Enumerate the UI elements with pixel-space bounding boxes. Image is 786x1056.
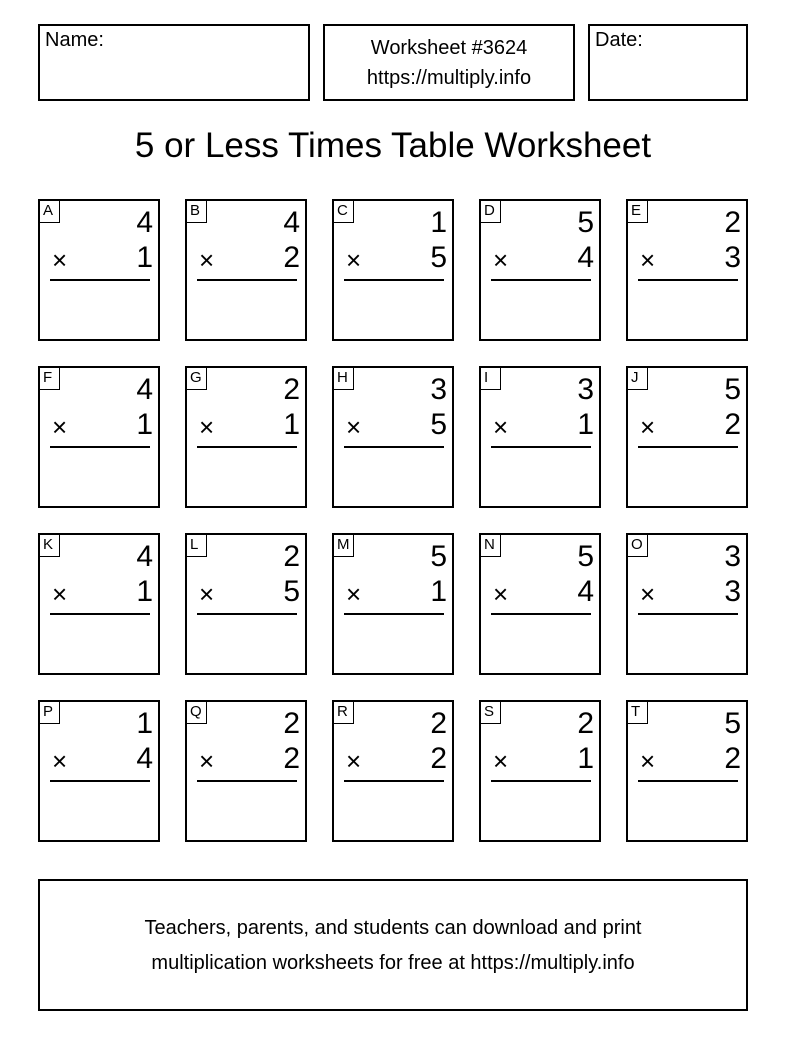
answer-line [638, 780, 738, 782]
times-sign: × [199, 245, 215, 275]
multiplier: 1 [136, 575, 153, 608]
times-sign: × [493, 579, 509, 609]
multiplicand: 2 [724, 206, 741, 239]
problem-letter: R [334, 702, 354, 724]
multiplicand: 2 [283, 373, 300, 406]
problem-card [332, 366, 454, 508]
page-title: 5 or Less Times Table Worksheet [134, 126, 652, 165]
problem-card [479, 700, 601, 842]
problem-card [332, 700, 454, 842]
answer-line [491, 780, 591, 782]
multiplier: 2 [724, 408, 741, 441]
multiplicand: 4 [283, 206, 300, 239]
answer-line [638, 279, 738, 281]
times-sign: × [52, 579, 68, 609]
answer-line [344, 279, 444, 281]
problem-card [626, 533, 748, 675]
times-sign: × [640, 746, 656, 776]
problem-letter: O [628, 535, 648, 557]
times-sign: × [346, 579, 362, 609]
answer-line [50, 613, 150, 615]
problem-card [332, 533, 454, 675]
problem-grid [38, 199, 749, 842]
times-sign: × [493, 412, 509, 442]
multiplicand: 5 [577, 540, 594, 573]
answer-line [197, 780, 297, 782]
multiplier: 4 [577, 575, 594, 608]
problem-letter: H [334, 368, 354, 390]
problem-letter: D [481, 201, 501, 223]
answer-line [491, 446, 591, 448]
multiplicand: 4 [136, 373, 153, 406]
answer-line [50, 279, 150, 281]
answer-line [638, 613, 738, 615]
multiplier: 2 [430, 742, 447, 775]
times-sign: × [493, 245, 509, 275]
problem-card [185, 700, 307, 842]
problem-card [626, 366, 748, 508]
worksheet-id: Worksheet #3624 [370, 37, 528, 59]
answer-line [197, 613, 297, 615]
name-label: Name: [45, 29, 104, 51]
multiplicand: 1 [430, 206, 447, 239]
answer-line [638, 446, 738, 448]
multiplier: 2 [283, 241, 300, 274]
times-sign: × [346, 412, 362, 442]
times-sign: × [52, 746, 68, 776]
multiplicand: 5 [724, 707, 741, 740]
problem-letter: L [187, 535, 207, 557]
times-sign: × [199, 746, 215, 776]
answer-line [344, 446, 444, 448]
footer-text-line-2: multiplication worksheets for free at https://multiply.info [151, 952, 635, 974]
multiplier: 5 [430, 241, 447, 274]
problem-card [479, 533, 601, 675]
problem-letter: Q [187, 702, 207, 724]
multiplicand: 4 [136, 540, 153, 573]
times-sign: × [640, 412, 656, 442]
problem-card [38, 700, 160, 842]
problem-letter: I [481, 368, 501, 390]
problem-card [185, 366, 307, 508]
multiplier: 4 [136, 742, 153, 775]
multiplier: 1 [430, 575, 447, 608]
problem-card [38, 366, 160, 508]
multiplicand: 5 [577, 206, 594, 239]
problem-letter: F [40, 368, 60, 390]
problem-letter: A [40, 201, 60, 223]
answer-line [344, 613, 444, 615]
multiplicand: 2 [577, 707, 594, 740]
multiplicand: 5 [430, 540, 447, 573]
problem-letter: M [334, 535, 354, 557]
problem-letter: S [481, 702, 501, 724]
multiplier: 2 [283, 742, 300, 775]
date-field-box [588, 24, 748, 101]
footer-text-line-1: Teachers, parents, and students can download and print [144, 917, 642, 939]
multiplicand: 2 [283, 540, 300, 573]
multiplicand: 3 [724, 540, 741, 573]
times-sign: × [346, 746, 362, 776]
problem-letter: G [187, 368, 207, 390]
problem-card [185, 199, 307, 341]
problem-letter: E [628, 201, 648, 223]
multiplier: 5 [430, 408, 447, 441]
times-sign: × [640, 579, 656, 609]
worksheet-info-box [323, 24, 575, 101]
multiplicand: 3 [577, 373, 594, 406]
multiplicand: 3 [430, 373, 447, 406]
problem-letter: C [334, 201, 354, 223]
name-field-box [38, 24, 310, 101]
worksheet-url: https://multiply.info [366, 67, 532, 89]
multiplier: 3 [724, 241, 741, 274]
problem-letter: T [628, 702, 648, 724]
multiplier: 1 [136, 408, 153, 441]
times-sign: × [346, 245, 362, 275]
multiplier: 2 [724, 742, 741, 775]
multiplier: 5 [283, 575, 300, 608]
multiplier: 1 [136, 241, 153, 274]
answer-line [344, 780, 444, 782]
problem-card [38, 199, 160, 341]
problem-card [332, 199, 454, 341]
answer-line [50, 446, 150, 448]
problem-card [479, 199, 601, 341]
multiplier: 1 [577, 742, 594, 775]
date-label: Date: [595, 29, 643, 51]
answer-line [491, 279, 591, 281]
problem-letter: B [187, 201, 207, 223]
times-sign: × [640, 245, 656, 275]
multiplier: 1 [577, 408, 594, 441]
multiplier: 1 [283, 408, 300, 441]
multiplicand: 1 [136, 707, 153, 740]
problem-card [626, 700, 748, 842]
multiplier: 3 [724, 575, 741, 608]
problem-letter: J [628, 368, 648, 390]
problem-letter: P [40, 702, 60, 724]
times-sign: × [199, 412, 215, 442]
multiplicand: 4 [136, 206, 153, 239]
multiplicand: 5 [724, 373, 741, 406]
multiplicand: 2 [430, 707, 447, 740]
problem-card [479, 366, 601, 508]
times-sign: × [199, 579, 215, 609]
multiplicand: 2 [283, 707, 300, 740]
problem-letter: K [40, 535, 60, 557]
problem-card [626, 199, 748, 341]
problem-card [185, 533, 307, 675]
times-sign: × [52, 245, 68, 275]
answer-line [491, 613, 591, 615]
times-sign: × [493, 746, 509, 776]
problem-letter: N [481, 535, 501, 557]
answer-line [197, 446, 297, 448]
times-sign: × [52, 412, 68, 442]
problem-card [38, 533, 160, 675]
answer-line [197, 279, 297, 281]
multiplier: 4 [577, 241, 594, 274]
answer-line [50, 780, 150, 782]
footer-box [38, 879, 748, 1011]
